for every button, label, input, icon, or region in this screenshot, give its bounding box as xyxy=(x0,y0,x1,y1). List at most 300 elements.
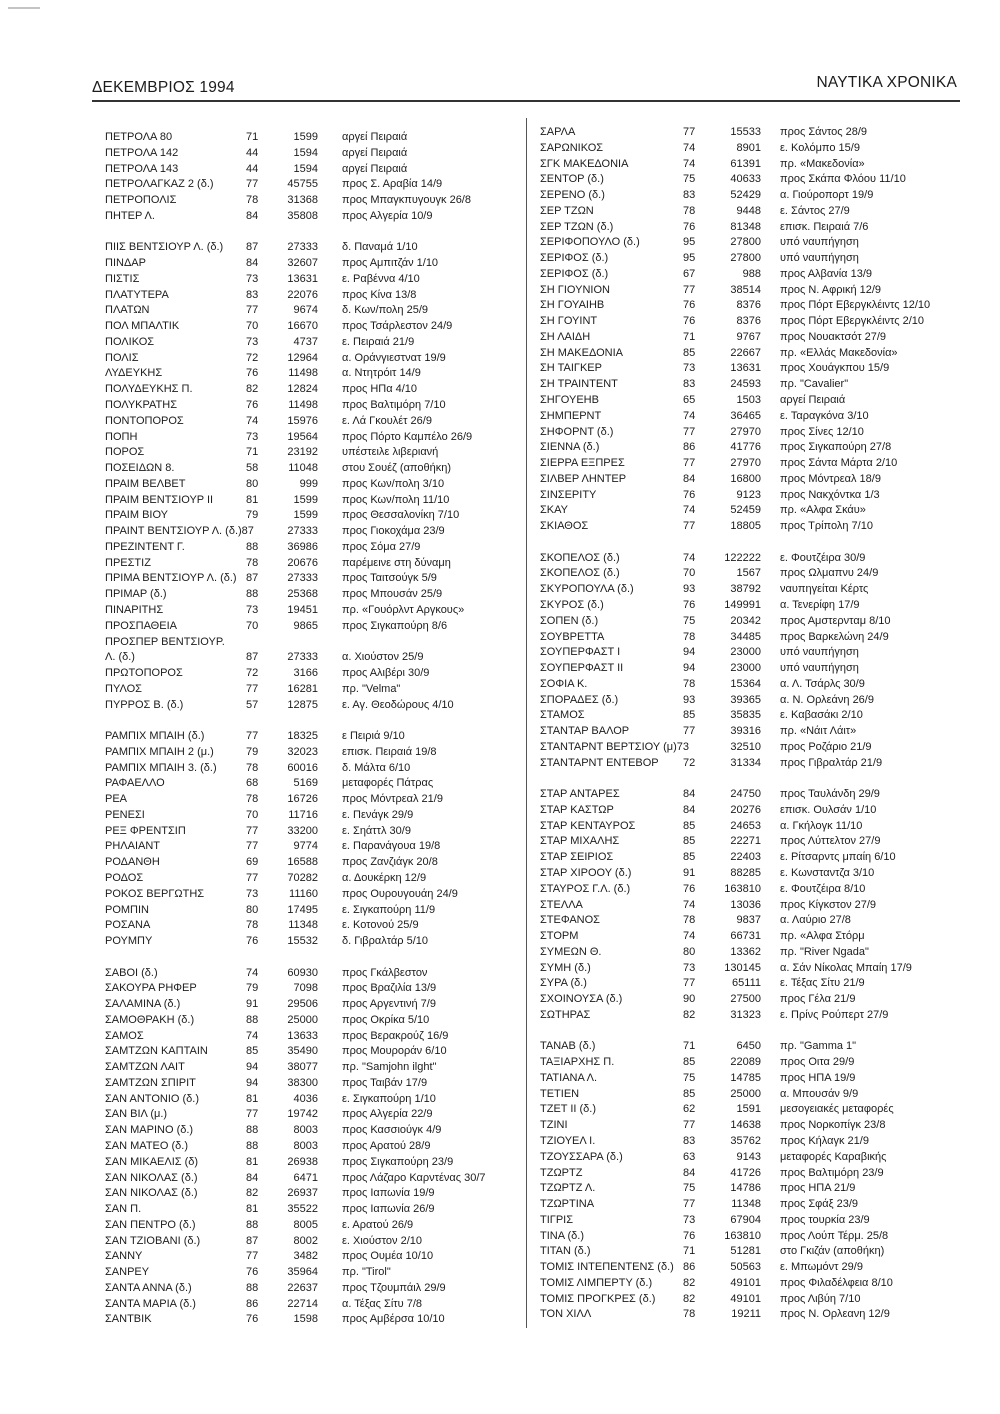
scan-mark xyxy=(8,7,40,9)
status: προς ΗΠΑ 21/9 xyxy=(780,1182,856,1195)
tonnage: 27970 xyxy=(730,425,761,438)
status: δ. Κων/πολη 25/9 xyxy=(342,304,429,317)
status: προς Σιγκαπούρη 27/8 xyxy=(780,441,892,454)
status: προς Λάζαρο Καρντένας 30/7 xyxy=(342,1171,486,1184)
tonnage: 22076 xyxy=(287,288,318,301)
table-row xyxy=(540,1102,980,1118)
ship-name: ΣΑΡΛΑ xyxy=(540,126,576,138)
ship-name: ΣΑΝΡΕΥ xyxy=(105,1266,150,1279)
table-row xyxy=(105,1092,520,1108)
build-year: 85 xyxy=(683,1056,696,1069)
status: υπό ναυπήγηση xyxy=(780,646,859,659)
ship-name: ΣΤΕΦΑΝΟΣ xyxy=(540,914,600,927)
table-row xyxy=(540,377,980,393)
table-row xyxy=(105,1139,520,1155)
status: ε. Αγ. Θεοδώρους 4/10 xyxy=(342,698,454,711)
build-year: 84 xyxy=(246,257,259,270)
ship-name: ΣΤΑΥΡΟΣ Γ.Λ. (δ.) xyxy=(540,882,631,895)
tonnage: 35762 xyxy=(730,1135,761,1147)
table-row xyxy=(105,1218,520,1234)
ship-name: ΤΖΙΝΙ xyxy=(540,1119,568,1132)
status: προς Αλγερία 22/9 xyxy=(342,1108,433,1121)
status: προς Ουρουγουάη 24/9 xyxy=(342,887,458,900)
build-year: 94 xyxy=(683,662,696,675)
tonnage: 29506 xyxy=(287,998,318,1011)
status: α. Σάν Νίκολας Μπαίη 17/9 xyxy=(780,961,912,974)
ship-name: ΣΟΥΠΕΡΦΑΣΤ Ι xyxy=(540,646,621,659)
table-row xyxy=(540,961,980,977)
ship-name: ΡΟΥΜΠΥ xyxy=(105,935,153,948)
table-row xyxy=(540,1150,980,1166)
build-year: 95 xyxy=(683,236,696,249)
build-year: 75 xyxy=(683,1071,696,1084)
ship-name: ΣΓΚ ΜΑΚΕΔΟΝΙΑ xyxy=(540,157,629,170)
tonnage: 9143 xyxy=(736,1150,761,1163)
build-year: 73 xyxy=(246,335,259,348)
status: προς Γιβραλτάρ 21/9 xyxy=(780,756,883,769)
build-year: 74 xyxy=(683,157,696,170)
table-row xyxy=(540,157,980,173)
status: προς Βαλτιμόρη 23/9 xyxy=(780,1166,884,1179)
ship-name: ΣΑΝΤΒΙΚ xyxy=(105,1313,152,1326)
tonnage: 22714 xyxy=(287,1297,318,1310)
table-row xyxy=(540,1008,980,1024)
ship-name: Λ. (δ.) xyxy=(105,651,135,664)
table-row xyxy=(540,1134,980,1150)
build-year: 57 xyxy=(246,698,259,711)
ship-name: ΣΑΝΤΑ ΑΝΝΑ (δ.) xyxy=(105,1281,192,1294)
table-row xyxy=(540,519,980,535)
tonnage: 130145 xyxy=(724,961,761,974)
table-row xyxy=(540,1307,980,1323)
table-row xyxy=(105,240,520,256)
ship-group xyxy=(105,729,520,950)
build-year: 70 xyxy=(246,320,259,333)
tonnage: 1567 xyxy=(736,567,761,580)
table-row xyxy=(105,571,520,587)
status: προς Κήλαγκ 21/9 xyxy=(780,1135,869,1147)
tonnage: 50563 xyxy=(730,1261,761,1274)
ship-name: ΣΑΜΤΖΩΝ ΛΑΙΤ xyxy=(105,1061,185,1074)
ship-name: ΠΙΝΔΑΡ xyxy=(105,257,146,270)
table-row xyxy=(540,850,980,866)
table-row xyxy=(540,551,980,567)
build-year: 88 xyxy=(246,588,259,601)
build-year: 76 xyxy=(683,488,696,501)
tonnage: 988 xyxy=(742,267,761,280)
tonnage: 32607 xyxy=(287,257,318,270)
table-row xyxy=(105,619,520,635)
tonnage: 11498 xyxy=(288,367,318,380)
tonnage: 24750 xyxy=(730,788,761,801)
status: α. Γκήλογκ 11/10 xyxy=(780,819,863,832)
build-year: 85 xyxy=(246,1045,259,1058)
tonnage: 22089 xyxy=(730,1056,761,1069)
ship-name: ΣΑΝΤΑ ΜΑΡΙΑ (δ.) xyxy=(105,1297,196,1310)
table-row xyxy=(540,992,980,1008)
status: πρ. «Αλφα Σκάυ» xyxy=(780,504,866,517)
ship-name: ΣΕΡΕΝΟ (δ.) xyxy=(540,189,605,202)
ship-name: ΣΑΝΝΥ xyxy=(105,1250,143,1263)
tonnage: 16670 xyxy=(287,320,318,333)
ship-name: ΣΕΡΙΦΟΠΟΥΛΟ (δ.) xyxy=(540,236,640,249)
ship-name: ΠΙΙΣ ΒΕΝΤΣΙΟΥΡ Λ. (δ.) xyxy=(105,241,224,254)
ship-name: ΣΑΝ ΤΖΙΟΒΑΝΙ (δ.) xyxy=(105,1234,201,1247)
status: προς Πόρτ Εβεργκλέιντς 2/10 xyxy=(780,315,925,328)
build-year: 80 xyxy=(683,945,696,958)
ship-name: ΣΧΟΙΝΟΥΣΑ (δ.) xyxy=(540,993,623,1006)
tonnage: 15533 xyxy=(730,126,761,138)
status: προς Νουακτσότ 27/9 xyxy=(780,330,887,343)
build-year: 73 xyxy=(246,887,259,900)
build-year: 73 xyxy=(246,603,259,616)
table-row xyxy=(105,792,520,808)
ship-name: ΣΑΜΟΘΡΑΚΗ (δ.) xyxy=(105,1013,195,1026)
table-row xyxy=(540,787,980,803)
build-year: 76 xyxy=(683,1229,696,1242)
status: προς Νακχόντκα 1/3 xyxy=(780,488,880,501)
build-year: 84 xyxy=(683,788,696,801)
tonnage: 149991 xyxy=(724,598,761,611)
ship-name: ΣΤΑΝΤΑΡΝΤ ΒΕΡΤΣΙΟΥ (μ)73 xyxy=(540,740,689,753)
build-year: 81 xyxy=(246,1092,259,1105)
ship-name: ΣΕΡ ΤΖΩΝ xyxy=(540,204,594,217)
status: προς Ροζάριο 21/9 xyxy=(780,740,872,753)
status: ε Πειριά 9/10 xyxy=(342,730,405,743)
build-year: 74 xyxy=(683,409,696,422)
status: α. Ν. Ορλεάνη 26/9 xyxy=(780,693,874,706)
status: προς Λούπ Τέρμ. 25/8 xyxy=(780,1229,889,1242)
build-year: 73 xyxy=(683,1213,696,1226)
status: μεταφορές Καραβικής xyxy=(780,1150,887,1163)
tonnage: 1594 xyxy=(293,146,318,159)
tonnage: 15364 xyxy=(730,677,761,690)
status: προς Πόρτο Καμπέλο 26/9 xyxy=(342,430,473,443)
tonnage: 8376 xyxy=(736,315,761,328)
ship-name: ΣΑΜΤΖΩΝ ΚΑΠΤΑΙΝ xyxy=(105,1045,208,1058)
tonnage: 61391 xyxy=(730,157,761,170)
tonnage: 51281 xyxy=(730,1245,761,1258)
table-row xyxy=(540,472,980,488)
build-year: 76 xyxy=(683,598,696,611)
table-row xyxy=(540,945,980,961)
ship-name: ΤΟΝ ΧΙΛΛ xyxy=(540,1308,592,1321)
ship-name: ΣΤΑΝΤΑΡ ΒΑΛΟΡ xyxy=(540,725,630,738)
table-row xyxy=(540,566,980,582)
ship-name: ΣΙΝΣΕΡΙΤΥ xyxy=(540,488,597,501)
status: προς ΗΠΑ 19/9 xyxy=(780,1071,856,1084)
build-year: 71 xyxy=(246,131,259,143)
table-row xyxy=(105,1171,520,1187)
tonnage: 9865 xyxy=(293,619,318,632)
tonnage: 16800 xyxy=(730,472,761,485)
status: ε. Μπωμόντ 29/9 xyxy=(780,1261,863,1274)
ship-name: ΣΤΑΜΟΣ xyxy=(540,709,585,722)
status: πρ. «Ελλάς Μακεδονία» xyxy=(780,346,898,359)
table-row xyxy=(540,598,980,614)
table-row xyxy=(105,351,520,367)
tonnage: 35808 xyxy=(287,209,318,222)
ship-name: ΣΥΜΗ (δ.) xyxy=(540,961,591,974)
ship-name: ΠΙΣΤΙΣ xyxy=(105,272,140,285)
build-year: 73 xyxy=(246,430,259,443)
ship-name: ΤΖΟΥΣΣΑΡΑ (δ.) xyxy=(540,1150,623,1163)
build-year: 70 xyxy=(683,567,696,580)
build-year: 76 xyxy=(246,367,259,380)
status: προς Σφάξ 23/9 xyxy=(780,1198,859,1211)
tonnage: 19564 xyxy=(287,430,318,443)
tonnage: 35490 xyxy=(287,1045,318,1058)
status: προς Θεσσαλονίκη 7/10 xyxy=(342,509,460,522)
status: προς Σάντος 28/9 xyxy=(780,126,868,138)
tonnage: 14638 xyxy=(730,1119,761,1132)
table-row xyxy=(105,272,520,288)
status: προς Αρατού 28/9 xyxy=(342,1140,431,1152)
tonnage: 999 xyxy=(299,477,318,490)
status: προς Γκάλβεστον xyxy=(342,966,428,979)
status: αργεί Πειραιά xyxy=(780,394,846,407)
status: ε. Ρίτσαρντς μπαίη 6/10 xyxy=(780,851,896,864)
build-year: 71 xyxy=(683,1245,696,1258)
status: πρ. "Cavalier" xyxy=(780,378,849,391)
ship-name: ΣΑΜΟΣ xyxy=(105,1029,144,1042)
build-year: 81 xyxy=(246,1203,259,1216)
tonnage: 31334 xyxy=(730,756,761,769)
build-year: 77 xyxy=(683,283,696,296)
table-row xyxy=(105,871,520,887)
table-row xyxy=(105,918,520,934)
build-year: 86 xyxy=(683,441,696,454)
build-year: 70 xyxy=(246,808,259,821)
ship-name: ΠΡΑΙΜ ΒΕΝΤΣΙΟΥΡ ΙΙ xyxy=(105,493,214,506)
ship-name: ΣΗ ΜΑΚΕΔΟΝΙΑ xyxy=(540,346,623,359)
table-row xyxy=(105,493,520,509)
status: υπό ναυπήγηση xyxy=(780,662,859,675)
tonnage: 35522 xyxy=(287,1203,318,1216)
ship-name: ΣΤΑΡ ΚΕΝΤΑΥΡΟΣ xyxy=(540,819,636,832)
ship-name: ΣΟΠΕΝ (δ.) xyxy=(540,614,599,627)
table-row xyxy=(105,162,520,178)
status: προς Αργεντινή 7/9 xyxy=(342,998,436,1011)
status: αργεί Πειραιά xyxy=(342,162,408,175)
table-row xyxy=(540,1087,980,1103)
ship-name: ΠΕΤΡΟΛΑΓΚΑΖ 2 (δ.) xyxy=(105,178,214,191)
ship-name: ΣΙΕΝΝΑ (δ.) xyxy=(540,441,600,454)
tonnage: 8002 xyxy=(293,1234,318,1247)
table-row xyxy=(105,682,520,698)
build-year: 87 xyxy=(246,1234,259,1247)
status: πρ. «Νάιτ Λάιτ» xyxy=(780,725,857,738)
build-year: 74 xyxy=(246,1029,259,1042)
build-year: 84 xyxy=(246,209,259,222)
table-row xyxy=(540,440,980,456)
tonnage: 14785 xyxy=(730,1071,761,1084)
table-row xyxy=(105,635,520,651)
status: πρ. "Gamma 1" xyxy=(780,1040,857,1053)
ship-name: ΛΥΔΕΥΚΗΣ xyxy=(105,367,163,380)
tonnage: 23000 xyxy=(730,662,761,675)
build-year: 78 xyxy=(683,630,696,643)
table-row xyxy=(540,1071,980,1087)
tonnage: 60930 xyxy=(287,966,318,979)
tonnage: 27800 xyxy=(730,236,761,249)
ship-name: ΠΗΤΕΡ Λ. xyxy=(105,209,155,222)
status: πρ. "Samjohn ilght" xyxy=(342,1061,437,1074)
build-year: 85 xyxy=(683,709,696,722)
build-year: 74 xyxy=(683,930,696,943)
table-row xyxy=(540,882,980,898)
ship-name: ΤΖΩΡΤΖ Λ. xyxy=(540,1182,596,1195)
tonnage: 4737 xyxy=(293,335,318,348)
build-year: 78 xyxy=(683,204,696,217)
ship-name: ΣΗ ΛΑΙΔΗ xyxy=(540,330,591,343)
build-year: 65 xyxy=(683,394,696,407)
tonnage: 17495 xyxy=(287,903,318,916)
table-row xyxy=(105,414,520,430)
table-row xyxy=(540,1055,980,1071)
ship-name: ΣΗ ΤΑΙΓΚΕΡ xyxy=(540,362,602,375)
tonnage: 13036 xyxy=(730,898,761,911)
build-year: 78 xyxy=(683,914,696,927)
ship-name: ΠΟΝΤΟΠΟΡΟΣ xyxy=(105,414,184,427)
column-divider xyxy=(526,118,527,1328)
build-year: 82 xyxy=(246,383,259,396)
status: ε. Ταραγκόνα 3/10 xyxy=(780,409,869,422)
table-row xyxy=(540,1260,980,1276)
table-row xyxy=(540,1166,980,1182)
status: προς Ταυλάνδη 29/9 xyxy=(780,788,880,801)
build-year: 88 xyxy=(246,1140,259,1152)
build-year: 83 xyxy=(683,189,696,202)
build-year: 93 xyxy=(683,693,696,706)
ship-name: ΠΕΤΡΟΛΑ 80 xyxy=(105,131,173,143)
ship-name: ΣΙΕΡΡΑ ΕΞΠΡΕΣ xyxy=(540,457,625,470)
table-row xyxy=(540,361,980,377)
build-year: 88 xyxy=(246,1124,259,1137)
ship-name: ΠΡΩΤΟΠΟΡΟΣ xyxy=(105,667,183,680)
build-year: 76 xyxy=(246,1313,259,1326)
ship-name: ΠΟΛ ΜΠΑΛΤΙΚ xyxy=(105,320,180,333)
ship-name: ΠΟΠΗ xyxy=(105,430,138,443)
build-year: 67 xyxy=(683,267,696,280)
tonnage: 9674 xyxy=(293,304,318,317)
build-year: 83 xyxy=(683,1135,696,1147)
build-year: 77 xyxy=(683,457,696,470)
table-row xyxy=(105,445,520,461)
tonnage: 1594 xyxy=(293,162,318,175)
status: α. Τενερίφη 17/9 xyxy=(780,598,860,611)
ship-name: ΠΟΛΙΚΟΣ xyxy=(105,335,155,348)
table-row xyxy=(105,524,520,540)
ship-name: ΣΥΜΕΩΝ Θ. xyxy=(540,945,602,958)
tonnage: 1599 xyxy=(293,493,318,506)
tonnage: 5169 xyxy=(293,777,318,790)
ship-name: ΠΥΡΡΟΣ Β. (δ.) xyxy=(105,698,184,711)
build-year: 75 xyxy=(683,614,696,627)
table-row xyxy=(540,393,980,409)
status: ε. Σιγκαπούρη 1/10 xyxy=(342,1092,436,1105)
build-year: 85 xyxy=(683,851,696,864)
ship-name: ΡΟΔΑΝΘΗ xyxy=(105,856,160,869)
ship-name: ΣΗΦΟΡΝΤ (δ.) xyxy=(540,425,614,438)
build-year: 82 xyxy=(683,1008,696,1021)
table-row xyxy=(105,1029,520,1045)
table-row xyxy=(540,1276,980,1292)
status: προς Σιγκαπούρη 8/6 xyxy=(342,619,448,632)
ship-name: ΤΙΓΡΙΣ xyxy=(540,1213,574,1226)
tonnage: 7098 xyxy=(293,982,318,995)
build-year: 81 xyxy=(246,493,259,506)
build-year: 76 xyxy=(683,220,696,233)
ship-name: ΣΥΡΑ (δ.) xyxy=(540,977,587,990)
tonnage: 24593 xyxy=(730,378,761,391)
status: ε. Χιούστον 2/10 xyxy=(342,1234,422,1247)
ship-name: ΤΟΜΙΣ ΛΙΜΠΕΡΤΥ (δ.) xyxy=(540,1276,653,1289)
status: υπό ναυπήγηση xyxy=(780,252,859,265)
tonnage: 15532 xyxy=(287,935,318,948)
status: προς Τρίπολη 7/10 xyxy=(780,520,873,533)
tonnage: 163810 xyxy=(724,1229,761,1242)
table-row xyxy=(105,1202,520,1218)
tonnage: 88285 xyxy=(730,866,761,879)
build-year: 76 xyxy=(246,1266,259,1279)
table-row xyxy=(105,477,520,493)
tonnage: 18325 xyxy=(287,730,318,743)
tonnage: 25000 xyxy=(730,1087,761,1100)
build-year: 62 xyxy=(683,1103,696,1116)
tonnage: 33200 xyxy=(287,824,318,837)
table-row xyxy=(540,582,980,598)
status: προς Κων/πολη 11/10 xyxy=(342,493,450,506)
ship-name: ΠΡΟΣΠΑΘΕΙΑ xyxy=(105,619,177,632)
ship-name: ΣΑΝ ΒΙΛ (μ.) xyxy=(105,1108,168,1121)
status: προς Γιοκοχάμα 23/9 xyxy=(342,525,445,538)
build-year: 79 xyxy=(246,982,259,995)
table-row xyxy=(540,819,980,835)
tonnage: 67904 xyxy=(730,1213,761,1226)
ship-name: ΠΟΛΙΣ xyxy=(105,351,139,364)
build-year: 94 xyxy=(246,1061,259,1074)
build-year: 84 xyxy=(683,1166,696,1179)
table-row xyxy=(105,855,520,871)
build-year: 87 xyxy=(246,651,259,664)
ship-name: ΣΑΚΟΥΡΑ ΡΗΦΕΡ xyxy=(105,982,197,995)
table-row xyxy=(540,298,980,314)
ship-name: ΣΑΜΤΖΩΝ ΣΠΙΡΙΤ xyxy=(105,1076,196,1089)
table-row xyxy=(105,824,520,840)
tonnage: 11716 xyxy=(288,808,318,821)
tonnage: 11048 xyxy=(288,462,318,475)
build-year: 74 xyxy=(683,898,696,911)
table-row xyxy=(105,698,520,714)
tonnage: 122222 xyxy=(724,551,761,564)
build-year: 93 xyxy=(683,583,696,596)
status: α. Λαύριο 27/8 xyxy=(780,914,851,927)
build-year: 91 xyxy=(683,866,696,879)
tonnage: 38792 xyxy=(730,583,761,596)
status: επισκ. Πειραιά 19/8 xyxy=(342,745,437,758)
status: ε. Αρατού 26/9 xyxy=(342,1218,414,1231)
status: προς Ιαπωνία 26/9 xyxy=(342,1203,435,1216)
tonnage: 18805 xyxy=(730,520,761,533)
ship-name: ΤΖΕΤ ΙΙ (δ.) xyxy=(540,1103,597,1116)
table-row xyxy=(105,209,520,225)
status: προς Αλιβέρι 30/9 xyxy=(342,667,430,680)
tonnage: 1591 xyxy=(736,1103,761,1116)
status: προς Λύττελτον 27/9 xyxy=(780,835,881,848)
table-row xyxy=(105,461,520,477)
ship-group xyxy=(105,240,520,713)
